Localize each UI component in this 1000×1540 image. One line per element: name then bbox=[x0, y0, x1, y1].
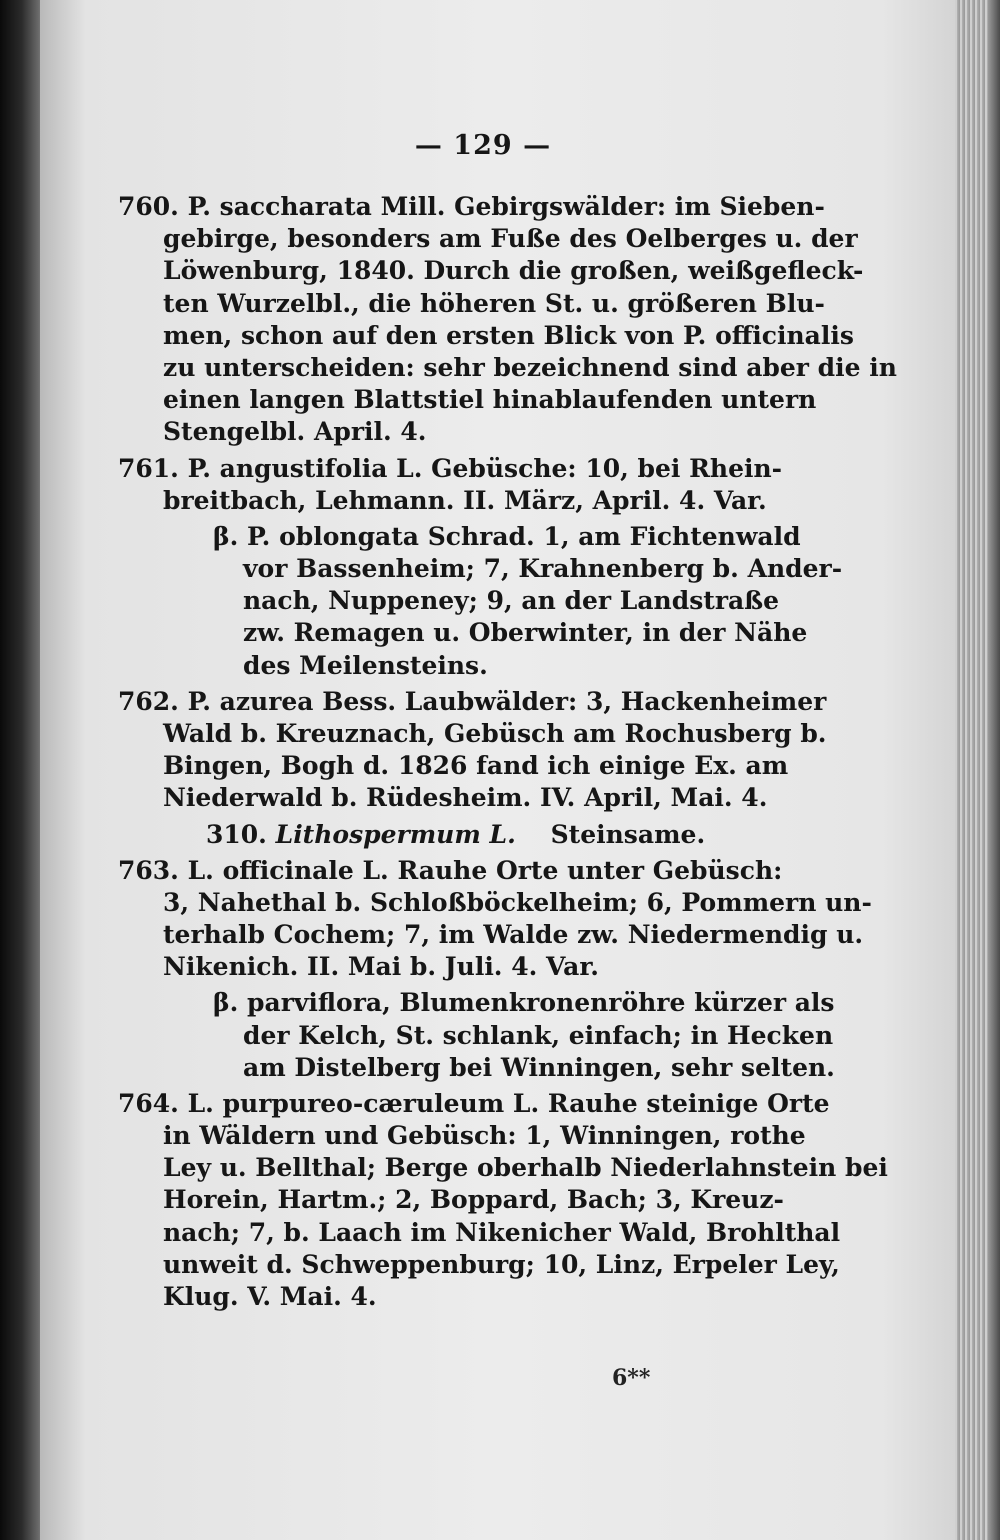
text-line: breitbach, Lehmann. II. März, April. 4. Var. bbox=[163, 485, 767, 515]
text-line: zw. Remagen u. Oberwinter, in der Nähe bbox=[243, 618, 808, 648]
text-line: einen langen Blattstiel hinablaufenden untern bbox=[163, 385, 817, 415]
genus-heading bbox=[118, 819, 818, 855]
text-line: gebirge, besonders am Fuße des Oelberges u. der bbox=[163, 224, 858, 254]
signature-mark: 6** bbox=[612, 1365, 651, 1391]
genus-number: 310. bbox=[206, 819, 267, 849]
text-line: 763. L. officinale L. Rauhe Orte unter Gebüsch: bbox=[118, 855, 783, 885]
text-line: Bingen, Bogh d. 1826 fand ich einige Ex. am bbox=[163, 751, 789, 781]
text-line: am Distelberg bei Winningen, sehr selten. bbox=[243, 1052, 835, 1082]
text-line: des Meilensteins. bbox=[243, 650, 488, 680]
text-line: Löwenburg, 1840. Durch die großen, weißgefleck- bbox=[163, 256, 864, 286]
text-line: Stengelbl. April. 4. bbox=[163, 417, 427, 447]
entry-761 bbox=[118, 453, 818, 517]
text-line: men, schon auf den ersten Blick von P. officinalis bbox=[163, 320, 854, 350]
text-line: Wald b. Kreuznach, Gebüsch am Rochusberg b. bbox=[163, 719, 827, 748]
genus-name: Lithospermum L. bbox=[275, 819, 516, 849]
text-line: der Kelch, St. schlank, einfach; in Hecken bbox=[243, 1020, 834, 1050]
entry-763-variety bbox=[118, 987, 835, 1084]
page-edges bbox=[955, 0, 1000, 1540]
text-line: in Wäldern und Gebüsch: 1, Winningen, rothe bbox=[163, 1121, 806, 1151]
entry-764 bbox=[118, 1088, 888, 1313]
text-line: 760. P. saccharata Mill. Gebirgswälder: im Sieben- bbox=[118, 192, 825, 221]
text-line: nach; 7, b. Laach im Nikenicher Wald, Brohlthal bbox=[163, 1217, 841, 1247]
text-line: Niederwald b. Rüdesheim. IV. April, Mai. 4. bbox=[163, 783, 768, 813]
page-number: — 129 — bbox=[414, 130, 552, 161]
entry-763 bbox=[118, 855, 872, 984]
text-line: nach, Nuppeney; 9, an der Landstraße bbox=[243, 586, 780, 616]
page-text bbox=[118, 130, 897, 1313]
entry-760 bbox=[118, 191, 897, 449]
text-line: terhalb Cochem; 7, im Walde zw. Niedermendig u. bbox=[163, 919, 864, 949]
entry-761-variety bbox=[118, 521, 843, 682]
text-line: Horein, Hartm.; 2, Boppard, Bach; 3, Kreuz- bbox=[163, 1185, 784, 1215]
text-line: vor Bassenheim; 7, Krahnenberg b. Ander- bbox=[243, 554, 843, 584]
text-line: unweit d. Schweppenburg; 10, Linz, Erpeler Ley, bbox=[163, 1249, 840, 1279]
text-line: β. parviflora, Blumenkronenröhre kürzer als bbox=[213, 988, 835, 1018]
text-line: 764. L. purpureo-cæruleum L. Rauhe steinige Orte bbox=[118, 1088, 830, 1118]
entry-762 bbox=[118, 686, 827, 815]
text-line: ten Wurzelbl., die höheren St. u. größeren Blu- bbox=[163, 288, 825, 318]
text-line: 762. P. azurea Bess. Laubwälder: 3, Hackenheimer bbox=[118, 686, 827, 716]
genus-vernacular: Steinsame. bbox=[550, 819, 706, 849]
text-line: β. P. oblongata Schrad. 1, am Fichtenwald bbox=[213, 521, 801, 551]
text-line: 3, Nahethal b. Schloßböckelheim; 6, Pommern un- bbox=[163, 887, 872, 917]
text-line: zu unterscheiden: sehr bezeichnend sind aber die in bbox=[163, 352, 897, 382]
text-line: Klug. V. Mai. 4. bbox=[163, 1282, 377, 1311]
text-line: 761. P. angustifolia L. Gebüsche: 10, bei Rhein- bbox=[118, 453, 783, 483]
text-line: Ley u. Bellthal; Berge oberhalb Niederlahnstein bei bbox=[163, 1153, 888, 1183]
text-line: Nikenich. II. Mai b. Juli. 4. Var. bbox=[163, 952, 599, 982]
